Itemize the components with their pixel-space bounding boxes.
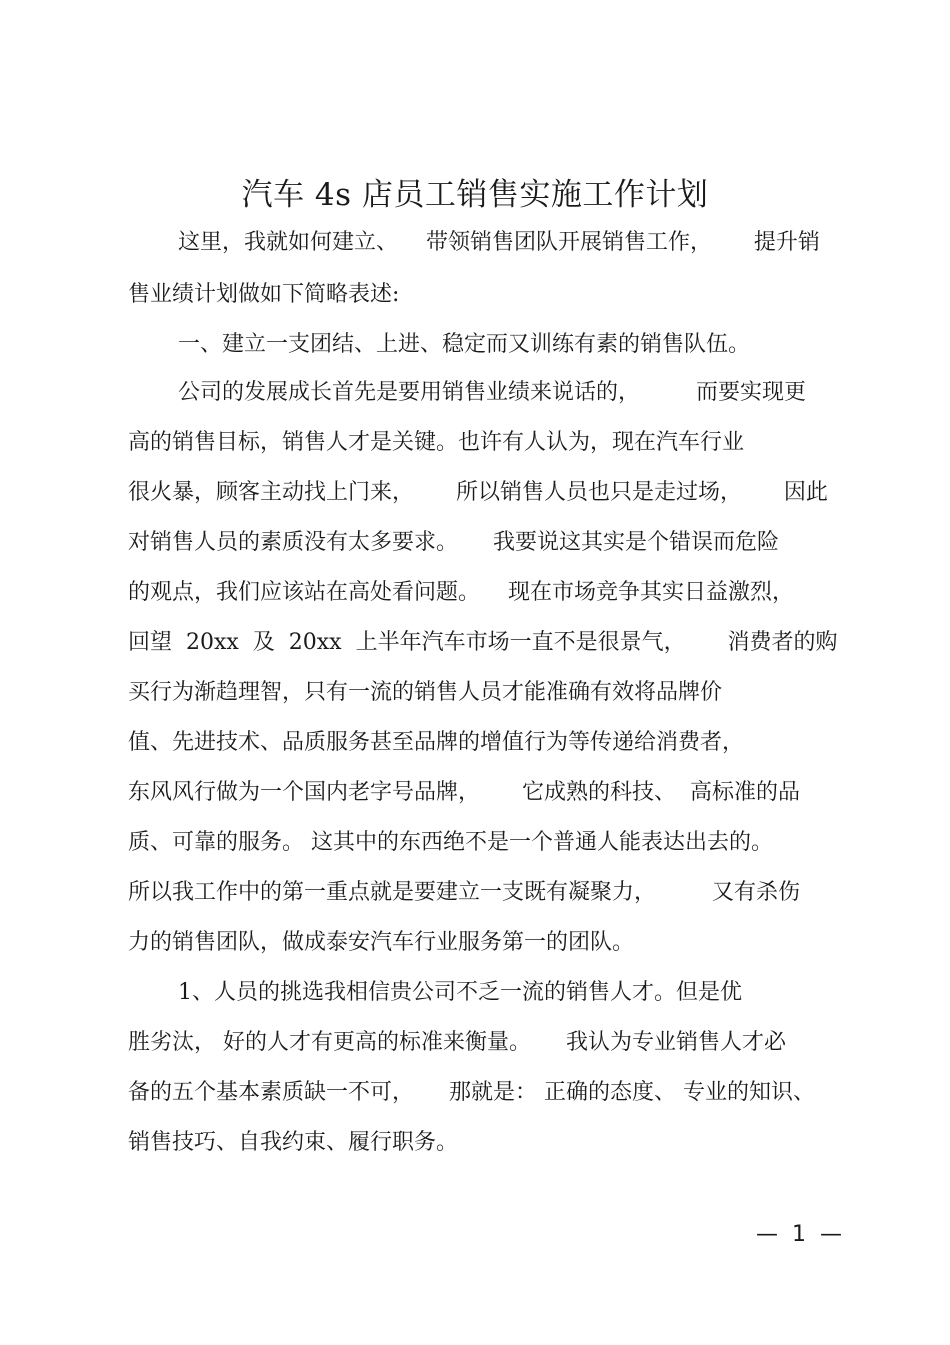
paragraph-line: 销售技巧、自我约束、履行职务。 [128, 1130, 459, 1155]
paragraph-line: 高的销售目标，销售人才是关键。也许有人认为，现在汽车行业 [128, 430, 745, 455]
paragraph-line: 对销售人员的素质没有太多要求。 我要说这其实是个错误而危险 [128, 530, 779, 555]
paragraph-line: 东风风行做为一个国内老字号品牌， 它成熟的科技、 高标准的品 [128, 780, 800, 805]
paragraph-line: 质、可靠的服务。 这其中的东西绝不是一个普通人能表达出去的。 [128, 830, 773, 855]
paragraph-line: 售业绩计划做如下简略表述: [128, 282, 400, 307]
document-title: 汽车 4s 店员工销售实施工作计划 [241, 177, 709, 213]
paragraph-line: 的观点，我们应该站在高处看问题。 现在市场竞争其实日益激烈， [128, 580, 794, 605]
paragraph-line: 备的五个基本素质缺一不可， 那就是： 正确的态度、 专业的知识、 [128, 1080, 815, 1105]
paragraph-line: 公司的发展成长首先是要用销售业绩来说话的， 而要实现更 [178, 380, 806, 405]
page-number: — 1 — [756, 1222, 842, 1247]
paragraph-line: 这里，我就如何建立、 带领销售团队开展销售工作， 提升销 [178, 230, 820, 255]
paragraph-line: 买行为渐趋理智，只有一流的销售人员才能准确有效将品牌价 [128, 680, 723, 705]
paragraph-line: 值、先进技术、品质服务甚至品牌的增值行为等传递给消费者， [128, 730, 745, 755]
paragraph-line: 力的销售团队，做成泰安汽车行业服务第一的团队。 [128, 930, 635, 955]
paragraph-line: 很火暴，顾客主动找上门来， 所以销售人员也只是走过场， 因此 [128, 480, 828, 505]
paragraph-line: 胜劣汰， 好的人才有更高的标准来衡量。 我认为专业销售人才必 [128, 1030, 786, 1055]
paragraph-line: 回望 20xx 及 20xx 上半年汽车市场一直不是很景气， 消费者的购 [128, 630, 838, 655]
section-heading: 一、建立一支团结、上进、稳定而又训练有素的销售队伍。 [178, 332, 751, 357]
paragraph-line: 所以我工作中的第一重点就是要建立一支既有凝聚力， 又有杀伤 [128, 880, 800, 905]
paragraph-line: 1、人员的挑选我相信贵公司不乏一流的销售人才。但是优 [178, 980, 742, 1005]
